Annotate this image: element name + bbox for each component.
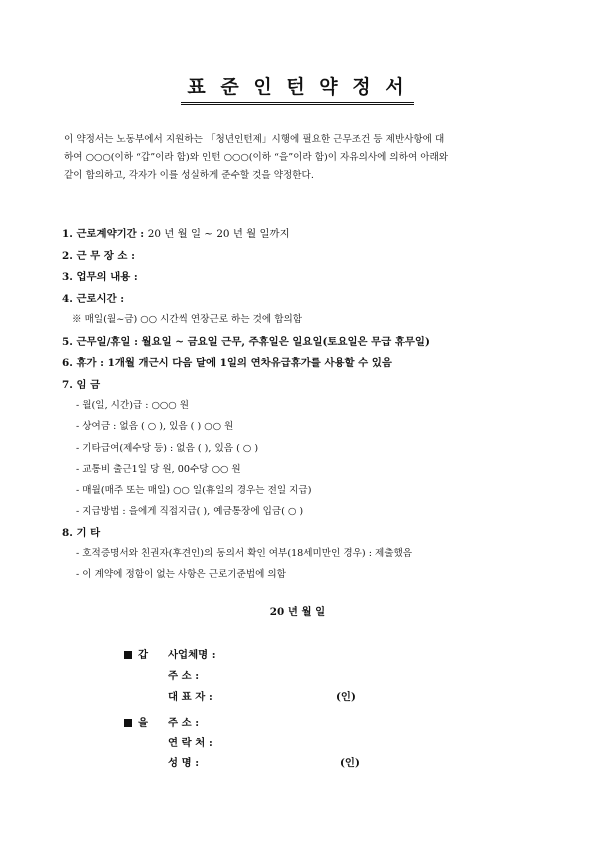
party-b-address-label: 주 소 : xyxy=(168,717,200,729)
party-a-business-name-label: 사업체명 : xyxy=(168,649,216,661)
other-line: - 이 계약에 정함이 없는 사항은 근로기준법에 의함 xyxy=(76,569,286,580)
contract-date: 20 년 월 일 xyxy=(269,606,326,618)
wage-line: - 교통비 출근1일 당 원, 00수당 ○○ 원 xyxy=(76,464,241,475)
party-a-seal: (인) xyxy=(336,691,356,703)
intro-line-3: 같이 합의하고, 각자가 이를 성실하게 준수할 것을 약정한다. xyxy=(64,170,314,181)
party-b-marker xyxy=(124,714,148,729)
item-other: 8. 기 타 xyxy=(62,527,101,539)
filled-square-icon xyxy=(124,719,132,727)
party-a-representative-label: 대 표 자 : xyxy=(168,691,213,703)
item-working-hours: 4. 근로시간 : xyxy=(62,293,125,305)
contract-period-label: 1. 근로계약기간 : xyxy=(62,228,148,240)
contract-period-value: 20 년 월 일 ~ 20 년 월 일까지 xyxy=(147,228,290,240)
title-text: 표 준 인 턴 약 정 서 xyxy=(181,72,413,105)
item-workdays-holidays: 5. 근무일/휴일 : 월요일 ~ 금요일 근무, 주휴일은 일요일(토요일은 무급 휴무일) xyxy=(62,336,430,348)
party-b-seal: (인) xyxy=(340,757,360,769)
filled-square-icon xyxy=(124,651,132,659)
working-hours-note: ※ 매일(월~금) ○○ 시간씩 연장근로 하는 것에 합의함 xyxy=(72,314,303,325)
wage-line: - 월(일, 시간)급 : ○○○ 원 xyxy=(76,400,189,411)
item-workplace: 2. 근 무 장 소 : xyxy=(62,250,135,262)
party-a-label: 갑 xyxy=(138,649,149,661)
party-b-label: 을 xyxy=(138,717,149,729)
party-a-marker xyxy=(124,646,148,661)
intro-line-2: 하여 ○○○(이하 “갑”이라 함)와 인턴 ○○○(이하 “을”이라 함)이 자유의사에 의하여 아래와 xyxy=(64,152,449,163)
party-b-contact-label: 연 락 처 : xyxy=(168,737,213,749)
item-vacation: 6. 휴가 : 1개월 개근시 다음 달에 1일의 연차유급휴가를 사용할 수 있음 xyxy=(62,357,392,369)
wage-line: - 지급방법 : 을에게 직접지급( ), 예금통장에 입금( ○ ) xyxy=(76,506,304,517)
intro-line-1: 이 약정서는 노동부에서 지원하는 「청년인턴제」시행에 필요한 근무조건 등 제반사항에 대 xyxy=(64,134,445,145)
wage-line: - 상여금 : 없음 ( ○ ), 있음 ( ) ○○ 원 xyxy=(76,421,234,432)
party-b-name-label: 성 명 : xyxy=(168,757,200,769)
document-title xyxy=(0,72,595,105)
wage-line: - 기타급여(제수당 등) : 없음 ( ), 있음 ( ○ ) xyxy=(76,443,259,454)
item-contract-period xyxy=(62,225,290,240)
wage-line: - 매월(매주 또는 매일) ○○ 일(휴일의 경우는 전일 지급) xyxy=(76,485,312,496)
party-a-address-label: 주 소 : xyxy=(168,670,200,682)
item-job-description: 3. 업무의 내용 : xyxy=(62,271,138,283)
item-wage: 7. 임 금 xyxy=(62,379,101,391)
other-line: - 호적증명서와 친권자(후견인)의 동의서 확인 여부(18세미만인 경우) : 제출했음 xyxy=(76,548,413,559)
